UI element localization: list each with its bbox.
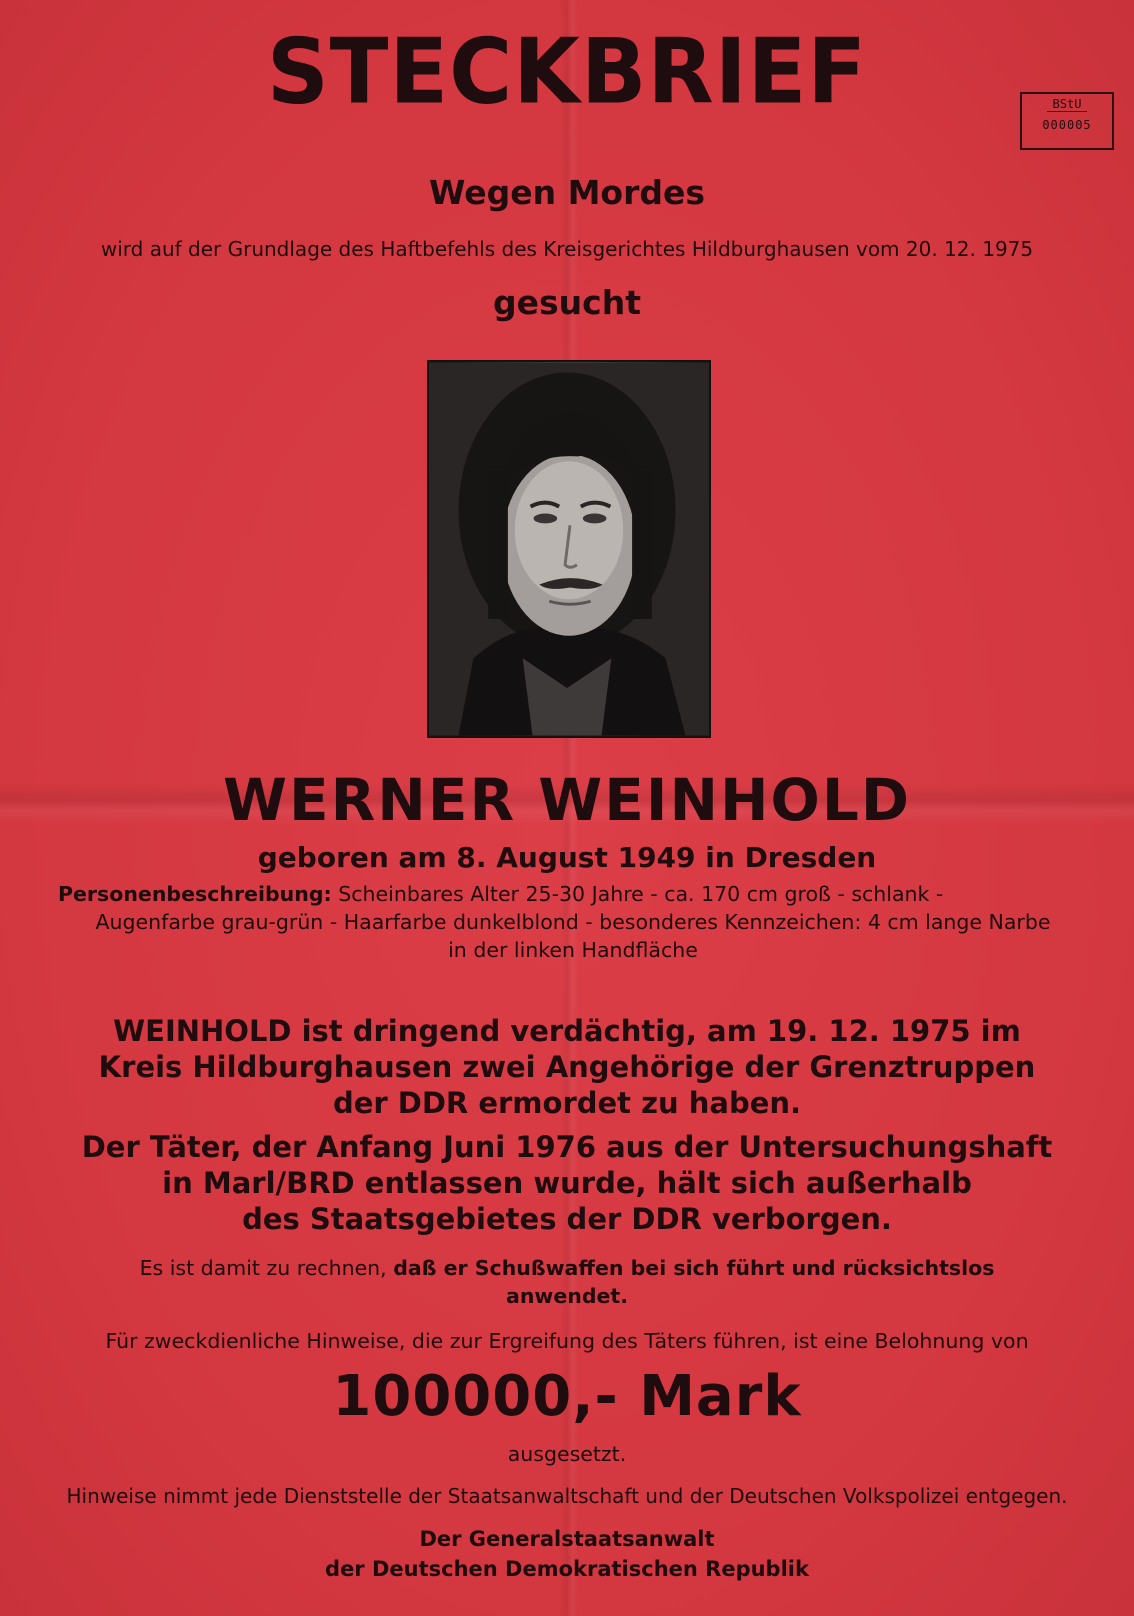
description-label: Personenbeschreibung: bbox=[58, 882, 332, 906]
suspicion-line-2: Kreis Hildburghausen zwei Angehörige der Grenztruppen bbox=[98, 1050, 1036, 1084]
reward-outro: ausgesetzt. bbox=[507, 1442, 627, 1466]
stamp-label: BStU bbox=[1047, 97, 1087, 112]
reward-intro: Für zweckdienliche Hinweise, die zur Ergreifung des Täters führen, ist eine Belohnung von bbox=[105, 1329, 1029, 1353]
whereabouts-line-1: Der Täter, der Anfang Juni 1976 aus der Untersuchungshaft bbox=[81, 1130, 1053, 1164]
archive-stamp bbox=[1020, 92, 1114, 150]
person-description bbox=[58, 880, 1088, 964]
reward-amount: 100000,- Mark bbox=[332, 1364, 802, 1429]
whereabouts-line-3: des Staatsgebietes der DDR verborgen. bbox=[242, 1202, 892, 1236]
warning-bold: daß er Schußwaffen bei sich führt und rücksichtslos bbox=[393, 1256, 995, 1280]
stamp-number: 000005 bbox=[1042, 118, 1092, 132]
description-line-1: Scheinbares Alter 25-30 Jahre - ca. 170 cm groß - schlank - bbox=[338, 882, 944, 906]
signature-line-1: Der Generalstaatsanwalt bbox=[419, 1527, 715, 1551]
suspicion-line-3: der DDR ermordet zu haben. bbox=[332, 1086, 802, 1120]
wanted-heading: gesucht bbox=[493, 283, 641, 322]
warning-line-2: anwendet. bbox=[505, 1284, 629, 1308]
warning-plain: Es ist damit zu rechnen, bbox=[139, 1256, 387, 1280]
warrant-text: wird auf der Grundlage des Haftbefehls des Kreisgerichtes Hildburghausen vom 20. 12. 1975 bbox=[100, 237, 1034, 261]
contact-info: Hinweise nimmt jede Dienststelle der Staatsanwaltschaft und der Deutschen Volkspolizei entgegen. bbox=[66, 1484, 1068, 1508]
suspicion-line-1: WEINHOLD ist dringend verdächtig, am 19. 12. 1975 im bbox=[113, 1014, 1021, 1048]
whereabouts-line-2: in Marl/BRD entlassen wurde, hält sich außerhalb bbox=[162, 1166, 972, 1200]
suspect-photo bbox=[427, 360, 711, 738]
signature-line-2: der Deutschen Demokratischen Republik bbox=[325, 1557, 809, 1581]
description-line-2: Augenfarbe grau-grün - Haarfarbe dunkelblond - besonderes Kennzeichen: 4 cm lange Narbe bbox=[95, 910, 1051, 934]
suspect-name: WERNER WEINHOLD bbox=[223, 766, 911, 834]
warning-line-1 bbox=[0, 1254, 1134, 1282]
birth-info: geboren am 8. August 1949 in Dresden bbox=[257, 841, 877, 874]
poster-title: STECKBRIEF bbox=[266, 19, 868, 125]
description-line-3: in der linken Handfläche bbox=[448, 938, 698, 962]
reason-heading: Wegen Mordes bbox=[428, 173, 706, 212]
